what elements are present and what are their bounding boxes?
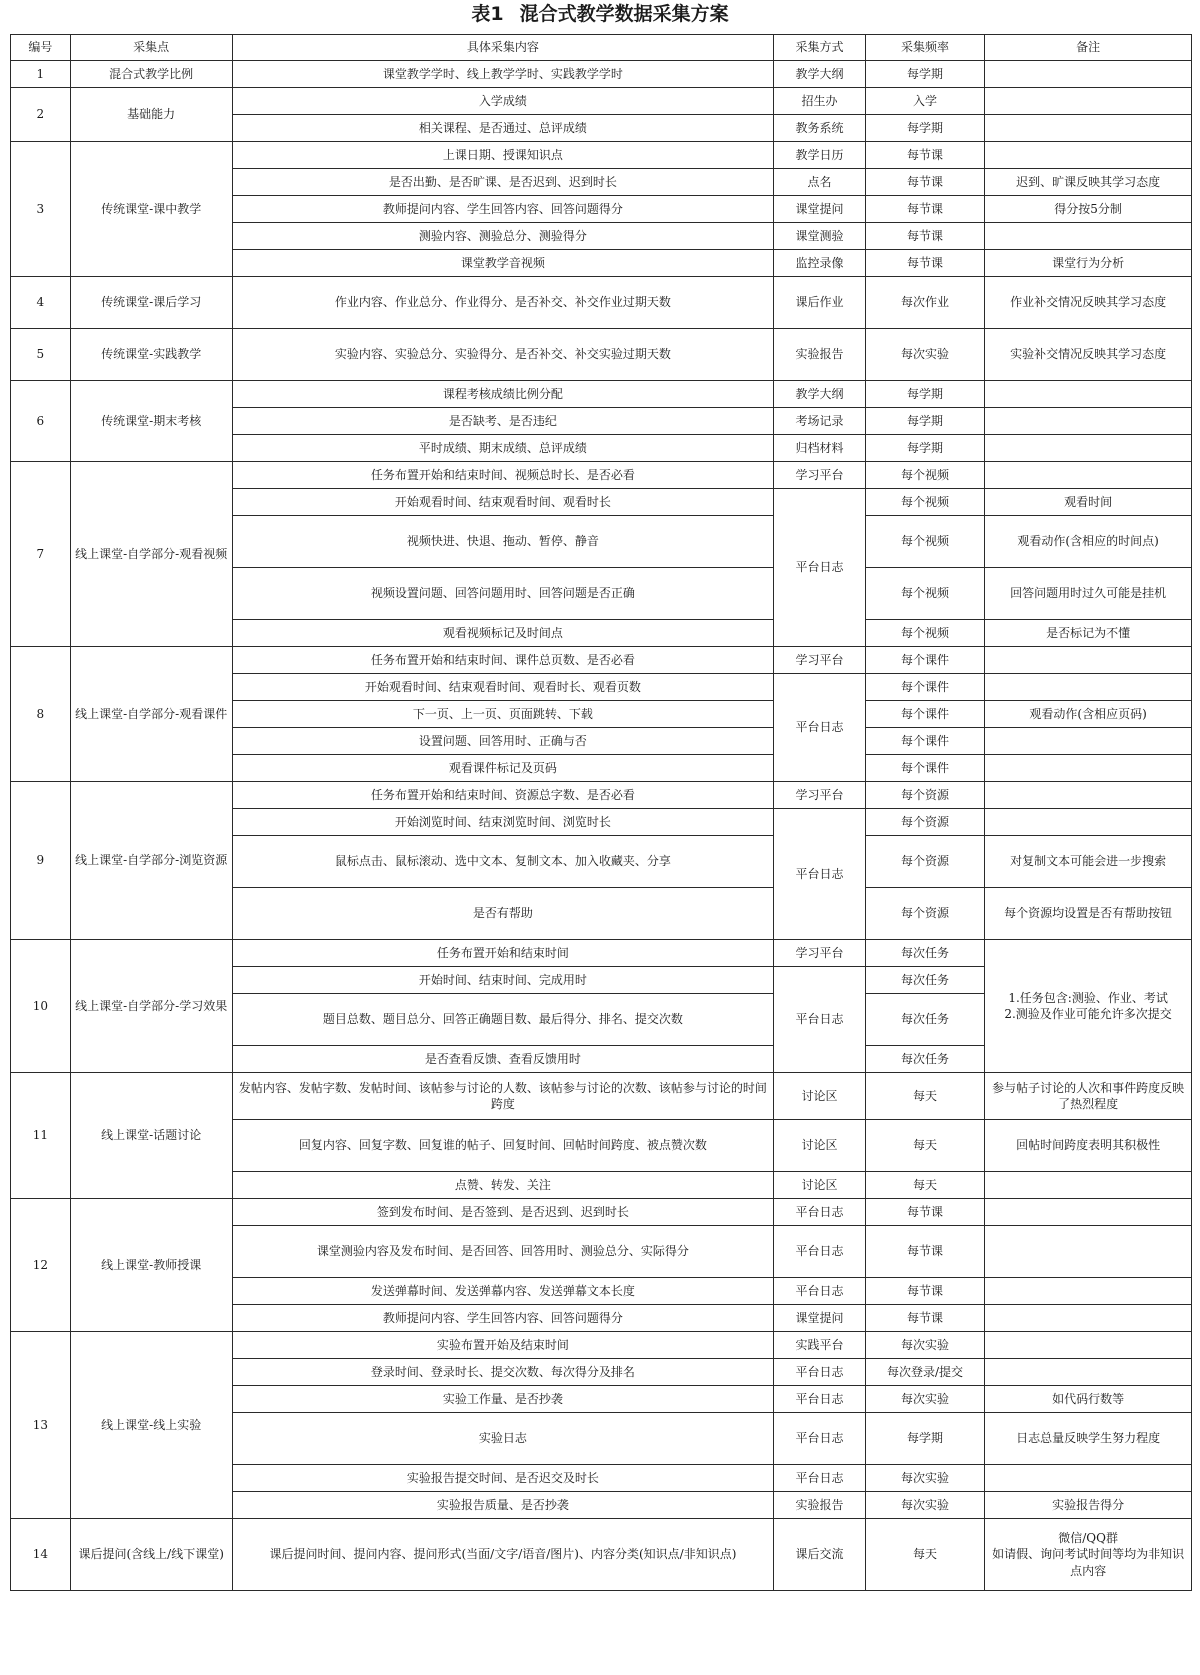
method-cell: 考场记录: [774, 408, 866, 435]
content-cell: 任务布置开始和结束时间、资源总字数、是否必看: [232, 782, 773, 809]
method-cell: 教学大纲: [774, 381, 866, 408]
table-row: [11, 462, 1192, 489]
note-cell: 观看动作(含相应的时间点): [985, 516, 1192, 568]
content-cell: 发送弹幕时间、发送弹幕内容、发送弹幕文本长度: [232, 1278, 773, 1305]
content-cell: 题目总数、题目总分、回答正确题目数、最后得分、排名、提交次数: [232, 994, 773, 1046]
frequency-cell: 每个视频: [865, 462, 984, 489]
method-cell: 平台日志: [774, 1199, 866, 1226]
method-cell: 课堂提问: [774, 1305, 866, 1332]
note-cell: [985, 1199, 1192, 1226]
content-cell: 观看课件标记及页码: [232, 755, 773, 782]
note-cell: 是否标记为不懂: [985, 620, 1192, 647]
header-row: [11, 35, 1192, 61]
row-number-cell: 13: [11, 1332, 71, 1519]
content-cell: 是否有帮助: [232, 888, 773, 940]
note-cell: [985, 381, 1192, 408]
collection-point-cell: 传统课堂-课后学习: [70, 277, 232, 329]
method-cell: 课堂提问: [774, 196, 866, 223]
frequency-cell: 每节课: [865, 1278, 984, 1305]
method-cell: 平台日志: [774, 1359, 866, 1386]
row-number-cell: 12: [11, 1199, 71, 1332]
note-cell: [985, 142, 1192, 169]
frequency-cell: 每天: [865, 1172, 984, 1199]
note-cell: [985, 1278, 1192, 1305]
content-cell: 入学成绩: [232, 88, 773, 115]
content-cell: 课后提问时间、提问内容、提问形式(当面/文字/语音/图片)、内容分类(知识点/非知识点): [232, 1519, 773, 1591]
frequency-cell: 每个资源: [865, 888, 984, 940]
content-cell: 实验报告质量、是否抄袭: [232, 1492, 773, 1519]
content-cell: 课堂教学学时、线上教学学时、实践教学学时: [232, 61, 773, 88]
content-cell: 测验内容、测验总分、测验得分: [232, 223, 773, 250]
frequency-cell: 每节课: [865, 1199, 984, 1226]
method-cell: 点名: [774, 169, 866, 196]
frequency-cell: 每个课件: [865, 674, 984, 701]
method-cell: 学习平台: [774, 782, 866, 809]
content-cell: 相关课程、是否通过、总评成绩: [232, 115, 773, 142]
method-cell: 讨论区: [774, 1172, 866, 1199]
note-cell: [985, 782, 1192, 809]
method-cell: 教务系统: [774, 115, 866, 142]
content-cell: 课堂教学音视频: [232, 250, 773, 277]
method-cell: 招生办: [774, 88, 866, 115]
collection-point-cell: 线上课堂-自学部分-观看视频: [70, 462, 232, 647]
note-cell: 1.任务包含:测验、作业、考试 2.测验及作业可能允许多次提交: [985, 940, 1192, 1073]
frequency-cell: 每个课件: [865, 647, 984, 674]
note-cell: [985, 647, 1192, 674]
method-cell: 平台日志: [774, 489, 866, 647]
content-cell: 开始观看时间、结束观看时间、观看时长、观看页数: [232, 674, 773, 701]
table-row: [11, 88, 1192, 115]
note-cell: 得分按5分制: [985, 196, 1192, 223]
note-cell: 日志总量反映学生努力程度: [985, 1413, 1192, 1465]
collection-point-cell: 线上课堂-话题讨论: [70, 1073, 232, 1199]
method-cell: 平台日志: [774, 967, 866, 1073]
row-number-cell: 4: [11, 277, 71, 329]
frequency-cell: 每个资源: [865, 836, 984, 888]
note-cell: 对复制文本可能会进一步搜索: [985, 836, 1192, 888]
frequency-cell: 每个视频: [865, 489, 984, 516]
header-cell-method: 采集方式: [774, 35, 866, 61]
method-cell: 平台日志: [774, 1465, 866, 1492]
note-cell: [985, 1359, 1192, 1386]
content-cell: 任务布置开始和结束时间、视频总时长、是否必看: [232, 462, 773, 489]
note-cell: 迟到、旷课反映其学习态度: [985, 169, 1192, 196]
method-cell: 教学日历: [774, 142, 866, 169]
row-number-cell: 3: [11, 142, 71, 277]
note-cell: 回答问题用时过久可能是挂机: [985, 568, 1192, 620]
content-cell: 是否出勤、是否旷课、是否迟到、迟到时长: [232, 169, 773, 196]
header-cell-frequency: 采集频率: [865, 35, 984, 61]
method-cell: 平台日志: [774, 1413, 866, 1465]
collection-point-cell: 线上课堂-线上实验: [70, 1332, 232, 1519]
table-caption: 混合式教学数据采集方案: [519, 3, 729, 25]
collection-point-cell: 传统课堂-期末考核: [70, 381, 232, 462]
collection-point-cell: 混合式教学比例: [70, 61, 232, 88]
method-cell: 平台日志: [774, 1226, 866, 1278]
frequency-cell: 每个视频: [865, 620, 984, 647]
row-number-cell: 9: [11, 782, 71, 940]
note-cell: 参与帖子讨论的人次和事件跨度反映了热烈程度: [985, 1073, 1192, 1120]
table-row: [11, 1519, 1192, 1591]
collection-point-cell: 线上课堂-自学部分-学习效果: [70, 940, 232, 1073]
frequency-cell: 每天: [865, 1519, 984, 1591]
frequency-cell: 每个资源: [865, 782, 984, 809]
frequency-cell: 每节课: [865, 1226, 984, 1278]
note-cell: [985, 1172, 1192, 1199]
note-cell: 实验补交情况反映其学习态度: [985, 329, 1192, 381]
note-cell: [985, 88, 1192, 115]
frequency-cell: 每节课: [865, 223, 984, 250]
note-cell: [985, 1465, 1192, 1492]
note-cell: [985, 674, 1192, 701]
frequency-cell: 每次实验: [865, 329, 984, 381]
content-cell: 开始时间、结束时间、完成用时: [232, 967, 773, 994]
content-cell: 实验布置开始及结束时间: [232, 1332, 773, 1359]
frequency-cell: 每次实验: [865, 1332, 984, 1359]
method-cell: 平台日志: [774, 674, 866, 782]
frequency-cell: 每次任务: [865, 940, 984, 967]
table-row: [11, 1332, 1192, 1359]
table-row: [11, 329, 1192, 381]
note-cell: 每个资源均设置是否有帮助按钮: [985, 888, 1192, 940]
frequency-cell: 每次实验: [865, 1492, 984, 1519]
table-row: [11, 940, 1192, 967]
note-cell: 课堂行为分析: [985, 250, 1192, 277]
row-number-cell: 2: [11, 88, 71, 142]
method-cell: 实验报告: [774, 1492, 866, 1519]
row-number-cell: 1: [11, 61, 71, 88]
collection-point-cell: 线上课堂-教师授课: [70, 1199, 232, 1332]
frequency-cell: 每天: [865, 1073, 984, 1120]
frequency-cell: 每次实验: [865, 1386, 984, 1413]
content-cell: 课程考核成绩比例分配: [232, 381, 773, 408]
note-cell: [985, 115, 1192, 142]
row-number-cell: 14: [11, 1519, 71, 1591]
frequency-cell: 每节课: [865, 142, 984, 169]
method-cell: 归档材料: [774, 435, 866, 462]
method-cell: 课后作业: [774, 277, 866, 329]
content-cell: 是否缺考、是否违纪: [232, 408, 773, 435]
frequency-cell: 每个课件: [865, 701, 984, 728]
method-cell: 实践平台: [774, 1332, 866, 1359]
collection-point-cell: 传统课堂-课中教学: [70, 142, 232, 277]
frequency-cell: 每节课: [865, 250, 984, 277]
content-cell: 实验内容、实验总分、实验得分、是否补交、补交实验过期天数: [232, 329, 773, 381]
frequency-cell: 每个视频: [865, 568, 984, 620]
frequency-cell: 每天: [865, 1120, 984, 1172]
method-cell: 教学大纲: [774, 61, 866, 88]
table-row: [11, 381, 1192, 408]
content-cell: 教师提问内容、学生回答内容、回答问题得分: [232, 196, 773, 223]
content-cell: 下一页、上一页、页面跳转、下载: [232, 701, 773, 728]
content-cell: 视频快进、快退、拖动、暂停、静音: [232, 516, 773, 568]
frequency-cell: 每次实验: [865, 1465, 984, 1492]
note-cell: [985, 1226, 1192, 1278]
method-cell: 监控录像: [774, 250, 866, 277]
method-cell: 讨论区: [774, 1073, 866, 1120]
content-cell: 点赞、转发、关注: [232, 1172, 773, 1199]
method-cell: 平台日志: [774, 1278, 866, 1305]
content-cell: 登录时间、登录时长、提交次数、每次得分及排名: [232, 1359, 773, 1386]
content-cell: 实验工作量、是否抄袭: [232, 1386, 773, 1413]
content-cell: 是否查看反馈、查看反馈用时: [232, 1046, 773, 1073]
note-cell: [985, 728, 1192, 755]
method-cell: 平台日志: [774, 1386, 866, 1413]
table-row: [11, 142, 1192, 169]
note-cell: [985, 462, 1192, 489]
content-cell: 设置问题、回答用时、正确与否: [232, 728, 773, 755]
content-cell: 作业内容、作业总分、作业得分、是否补交、补交作业过期天数: [232, 277, 773, 329]
note-cell: 观看动作(含相应页码): [985, 701, 1192, 728]
note-cell: [985, 435, 1192, 462]
frequency-cell: 每次任务: [865, 994, 984, 1046]
frequency-cell: 每学期: [865, 435, 984, 462]
method-cell: 实验报告: [774, 329, 866, 381]
frequency-cell: 每个课件: [865, 728, 984, 755]
collection-point-cell: 课后提问(含线上/线下课堂): [70, 1519, 232, 1591]
note-cell: [985, 809, 1192, 836]
note-cell: [985, 223, 1192, 250]
frequency-cell: 每次作业: [865, 277, 984, 329]
row-number-cell: 7: [11, 462, 71, 647]
content-cell: 任务布置开始和结束时间: [232, 940, 773, 967]
header-cell-number: 编号: [11, 35, 71, 61]
collection-point-cell: 线上课堂-自学部分-浏览资源: [70, 782, 232, 940]
header-cell-note: 备注: [985, 35, 1192, 61]
note-cell: [985, 61, 1192, 88]
frequency-cell: 每个视频: [865, 516, 984, 568]
method-cell: 平台日志: [774, 809, 866, 940]
note-cell: [985, 755, 1192, 782]
content-cell: 课堂测验内容及发布时间、是否回答、回答用时、测验总分、实际得分: [232, 1226, 773, 1278]
note-cell: 实验报告得分: [985, 1492, 1192, 1519]
frequency-cell: 每次登录/提交: [865, 1359, 984, 1386]
table-row: [11, 647, 1192, 674]
content-cell: 上课日期、授课知识点: [232, 142, 773, 169]
note-cell: 回帖时间跨度表明其积极性: [985, 1120, 1192, 1172]
note-cell: [985, 1305, 1192, 1332]
method-cell: 课堂测验: [774, 223, 866, 250]
table-row: [11, 61, 1192, 88]
frequency-cell: 每节课: [865, 169, 984, 196]
frequency-cell: 每次任务: [865, 1046, 984, 1073]
content-cell: 实验报告提交时间、是否迟交及时长: [232, 1465, 773, 1492]
content-cell: 观看视频标记及时间点: [232, 620, 773, 647]
content-cell: 视频设置问题、回答问题用时、回答问题是否正确: [232, 568, 773, 620]
table-title: [0, 0, 1200, 28]
note-cell: 作业补交情况反映其学习态度: [985, 277, 1192, 329]
table-row: [11, 1073, 1192, 1120]
header-cell-content: 具体采集内容: [232, 35, 773, 61]
content-cell: 发帖内容、发帖字数、发帖时间、该帖参与讨论的人数、该帖参与讨论的次数、该帖参与讨论的时间跨度: [232, 1073, 773, 1120]
row-number-cell: 11: [11, 1073, 71, 1199]
method-cell: 学习平台: [774, 940, 866, 967]
frequency-cell: 每学期: [865, 61, 984, 88]
table-number: 表1: [471, 3, 504, 25]
content-cell: 开始浏览时间、结束浏览时间、浏览时长: [232, 809, 773, 836]
frequency-cell: 每学期: [865, 408, 984, 435]
row-number-cell: 5: [11, 329, 71, 381]
method-cell: 学习平台: [774, 462, 866, 489]
note-cell: 微信/QQ群 如请假、询问考试时间等均为非知识点内容: [985, 1519, 1192, 1591]
frequency-cell: 每次任务: [865, 967, 984, 994]
row-number-cell: 10: [11, 940, 71, 1073]
collection-point-cell: 基础能力: [70, 88, 232, 142]
content-cell: 实验日志: [232, 1413, 773, 1465]
row-number-cell: 6: [11, 381, 71, 462]
content-cell: 教师提问内容、学生回答内容、回答问题得分: [232, 1305, 773, 1332]
content-cell: 回复内容、回复字数、回复谁的帖子、回复时间、回帖时间跨度、被点赞次数: [232, 1120, 773, 1172]
data-collection-table: [10, 34, 1192, 1591]
collection-point-cell: 线上课堂-自学部分-观看课件: [70, 647, 232, 782]
note-cell: [985, 1332, 1192, 1359]
frequency-cell: 入学: [865, 88, 984, 115]
frequency-cell: 每节课: [865, 196, 984, 223]
note-cell: [985, 408, 1192, 435]
frequency-cell: 每学期: [865, 1413, 984, 1465]
header-cell-point: 采集点: [70, 35, 232, 61]
frequency-cell: 每学期: [865, 115, 984, 142]
table-row: [11, 782, 1192, 809]
content-cell: 任务布置开始和结束时间、课件总页数、是否必看: [232, 647, 773, 674]
content-cell: 鼠标点击、鼠标滚动、选中文本、复制文本、加入收藏夹、分享: [232, 836, 773, 888]
note-cell: 如代码行数等: [985, 1386, 1192, 1413]
content-cell: 平时成绩、期末成绩、总评成绩: [232, 435, 773, 462]
table-row: [11, 277, 1192, 329]
content-cell: 签到发布时间、是否签到、是否迟到、迟到时长: [232, 1199, 773, 1226]
table-row: [11, 1199, 1192, 1226]
note-cell: 观看时间: [985, 489, 1192, 516]
row-number-cell: 8: [11, 647, 71, 782]
frequency-cell: 每节课: [865, 1305, 984, 1332]
frequency-cell: 每学期: [865, 381, 984, 408]
method-cell: 讨论区: [774, 1120, 866, 1172]
method-cell: 学习平台: [774, 647, 866, 674]
frequency-cell: 每个资源: [865, 809, 984, 836]
collection-point-cell: 传统课堂-实践教学: [70, 329, 232, 381]
method-cell: 课后交流: [774, 1519, 866, 1591]
frequency-cell: 每个课件: [865, 755, 984, 782]
content-cell: 开始观看时间、结束观看时间、观看时长: [232, 489, 773, 516]
